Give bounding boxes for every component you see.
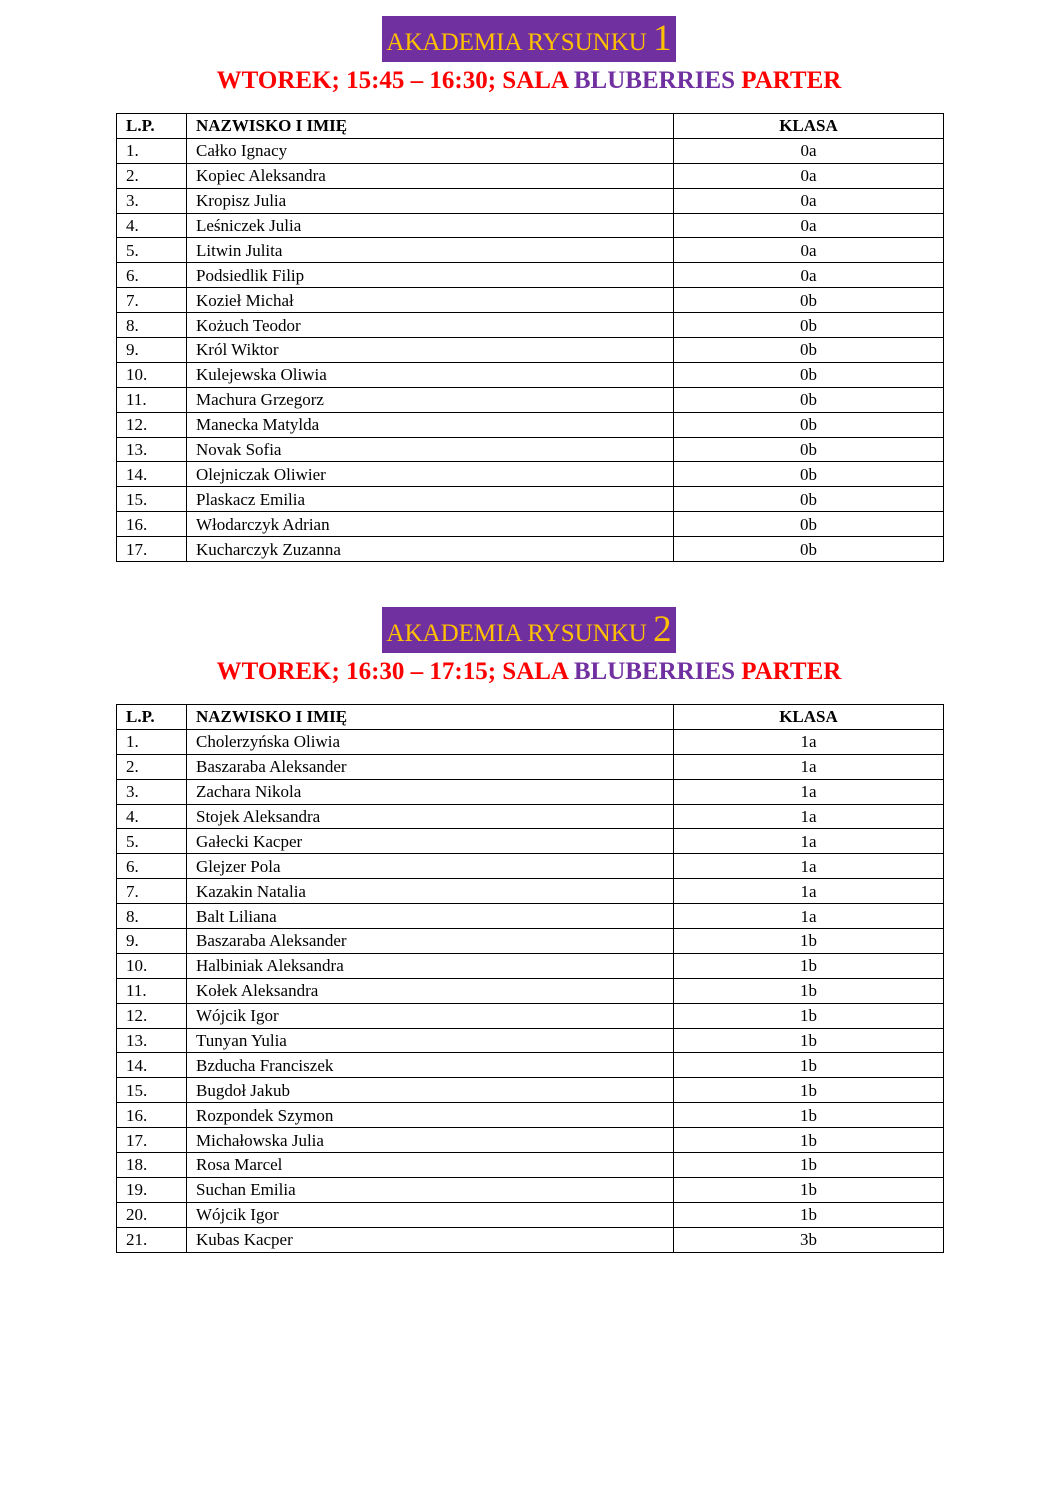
cell-lp: 15. xyxy=(117,487,187,512)
table-row xyxy=(117,138,944,163)
subtitle-room: BLUBERRIES xyxy=(573,67,736,94)
cell-lp: 13. xyxy=(117,437,187,462)
table-body xyxy=(117,729,944,1252)
cell-name: Podsiedlik Filip xyxy=(187,263,674,288)
cell-name: Kazakin Natalia xyxy=(187,879,674,904)
cell-name: Suchan Emilia xyxy=(187,1177,674,1202)
table-row xyxy=(117,1177,944,1202)
table-row xyxy=(117,288,944,313)
cell-lp: 5. xyxy=(117,829,187,854)
cell-name: Olejniczak Oliwier xyxy=(187,462,674,487)
cell-class: 1b xyxy=(674,1053,944,1078)
table-row xyxy=(117,829,944,854)
cell-lp: 10. xyxy=(117,362,187,387)
cell-lp: 11. xyxy=(117,387,187,412)
cell-name: Novak Sofia xyxy=(187,437,674,462)
header-lp: L.P. xyxy=(117,114,187,139)
cell-class: 1a xyxy=(674,729,944,754)
cell-class: 0b xyxy=(674,487,944,512)
cell-name: Plaskacz Emilia xyxy=(187,487,674,512)
cell-name: Litwin Julita xyxy=(187,238,674,263)
cell-lp: 16. xyxy=(117,512,187,537)
cell-lp: 12. xyxy=(117,1003,187,1028)
cell-lp: 9. xyxy=(117,338,187,363)
table-row xyxy=(117,978,944,1003)
section-title-number: 2 xyxy=(653,609,672,650)
cell-class: 1b xyxy=(674,953,944,978)
table-row xyxy=(117,754,944,779)
table-row xyxy=(117,213,944,238)
cell-name: Baszaraba Aleksander xyxy=(187,929,674,954)
table-row xyxy=(117,188,944,213)
cell-class: 1b xyxy=(674,929,944,954)
header-class: KLASA xyxy=(674,114,944,139)
table-row xyxy=(117,953,944,978)
cell-lp: 14. xyxy=(117,462,187,487)
cell-class: 1b xyxy=(674,1153,944,1178)
cell-class: 1b xyxy=(674,1003,944,1028)
section-title-number: 1 xyxy=(653,18,672,59)
cell-name: Michałowska Julia xyxy=(187,1128,674,1153)
cell-lp: 14. xyxy=(117,1053,187,1078)
cell-class: 0b xyxy=(674,338,944,363)
table-row xyxy=(117,238,944,263)
cell-class: 0a xyxy=(674,138,944,163)
cell-name: Kulejewska Oliwia xyxy=(187,362,674,387)
cell-name: Manecka Matylda xyxy=(187,412,674,437)
cell-class: 0b xyxy=(674,313,944,338)
cell-name: Zachara Nikola xyxy=(187,779,674,804)
subtitle-time: WTOREK; 15:45 – 16:30; SALA xyxy=(216,67,568,94)
cell-lp: 9. xyxy=(117,929,187,954)
section-title xyxy=(382,16,675,62)
table-row xyxy=(117,854,944,879)
cell-name: Baszaraba Aleksander xyxy=(187,754,674,779)
section-2 xyxy=(0,607,1058,687)
section-1 xyxy=(0,16,1058,96)
cell-class: 0b xyxy=(674,387,944,412)
cell-lp: 20. xyxy=(117,1202,187,1227)
cell-class: 0a xyxy=(674,188,944,213)
cell-name: Stojek Aleksandra xyxy=(187,804,674,829)
cell-class: 0a xyxy=(674,213,944,238)
cell-name: Całko Ignacy xyxy=(187,138,674,163)
table-row xyxy=(117,929,944,954)
cell-lp: 2. xyxy=(117,163,187,188)
table-row xyxy=(117,1028,944,1053)
section-subtitle xyxy=(0,657,1058,687)
cell-class: 1b xyxy=(674,1028,944,1053)
header-lp: L.P. xyxy=(117,705,187,730)
cell-class: 0a xyxy=(674,163,944,188)
cell-class: 1a xyxy=(674,804,944,829)
cell-name: Halbiniak Aleksandra xyxy=(187,953,674,978)
header-class: KLASA xyxy=(674,705,944,730)
table-row xyxy=(117,412,944,437)
table-row xyxy=(117,512,944,537)
subtitle-floor: PARTER xyxy=(741,67,842,94)
cell-lp: 6. xyxy=(117,263,187,288)
table-row xyxy=(117,879,944,904)
cell-lp: 1. xyxy=(117,729,187,754)
cell-lp: 10. xyxy=(117,953,187,978)
cell-class: 0b xyxy=(674,537,944,562)
cell-name: Wójcik Igor xyxy=(187,1202,674,1227)
attendance-table-2 xyxy=(116,704,944,1253)
table-row xyxy=(117,1053,944,1078)
cell-lp: 5. xyxy=(117,238,187,263)
table-row xyxy=(117,904,944,929)
cell-class: 1b xyxy=(674,1078,944,1103)
header-name: NAZWISKO I IMIĘ xyxy=(187,705,674,730)
cell-class: 0b xyxy=(674,462,944,487)
table-row xyxy=(117,313,944,338)
cell-class: 1a xyxy=(674,779,944,804)
cell-lp: 2. xyxy=(117,754,187,779)
cell-lp: 15. xyxy=(117,1078,187,1103)
section-title-text: AKADEMIA RYSUNKU xyxy=(386,29,647,56)
cell-class: 1b xyxy=(674,978,944,1003)
cell-lp: 16. xyxy=(117,1103,187,1128)
cell-class: 1a xyxy=(674,879,944,904)
cell-class: 1b xyxy=(674,1177,944,1202)
cell-lp: 17. xyxy=(117,1128,187,1153)
section-title xyxy=(382,607,675,653)
cell-class: 0b xyxy=(674,437,944,462)
table-row xyxy=(117,462,944,487)
cell-class: 0b xyxy=(674,288,944,313)
cell-name: Tunyan Yulia xyxy=(187,1028,674,1053)
section-title-wrap xyxy=(0,607,1058,655)
cell-lp: 8. xyxy=(117,313,187,338)
table-header-row xyxy=(117,114,944,139)
cell-class: 0b xyxy=(674,512,944,537)
cell-class: 1b xyxy=(674,1128,944,1153)
subtitle-floor: PARTER xyxy=(741,658,842,685)
cell-name: Król Wiktor xyxy=(187,338,674,363)
section-title-text: AKADEMIA RYSUNKU xyxy=(386,620,647,647)
table-row xyxy=(117,729,944,754)
table-row xyxy=(117,1153,944,1178)
cell-lp: 7. xyxy=(117,879,187,904)
cell-lp: 6. xyxy=(117,854,187,879)
cell-lp: 18. xyxy=(117,1153,187,1178)
cell-name: Gałecki Kacper xyxy=(187,829,674,854)
cell-name: Glejzer Pola xyxy=(187,854,674,879)
cell-lp: 17. xyxy=(117,537,187,562)
cell-class: 1b xyxy=(674,1202,944,1227)
table-header-row xyxy=(117,705,944,730)
section-subtitle xyxy=(0,66,1058,96)
cell-lp: 7. xyxy=(117,288,187,313)
cell-class: 1a xyxy=(674,904,944,929)
table-body xyxy=(117,138,944,561)
table-row xyxy=(117,1078,944,1103)
table-row xyxy=(117,1128,944,1153)
cell-class: 0b xyxy=(674,362,944,387)
cell-name: Kubas Kacper xyxy=(187,1227,674,1252)
cell-name: Włodarczyk Adrian xyxy=(187,512,674,537)
cell-name: Kożuch Teodor xyxy=(187,313,674,338)
table-row xyxy=(117,362,944,387)
table-row xyxy=(117,437,944,462)
cell-name: Rosa Marcel xyxy=(187,1153,674,1178)
cell-name: Cholerzyńska Oliwia xyxy=(187,729,674,754)
cell-name: Bugdoł Jakub xyxy=(187,1078,674,1103)
table-row xyxy=(117,537,944,562)
table-row xyxy=(117,804,944,829)
cell-class: 1b xyxy=(674,1103,944,1128)
table-row xyxy=(117,163,944,188)
cell-class: 1a xyxy=(674,854,944,879)
cell-class: 1a xyxy=(674,829,944,854)
section-title-wrap xyxy=(0,16,1058,64)
cell-class: 0a xyxy=(674,238,944,263)
table-row xyxy=(117,263,944,288)
table-row xyxy=(117,1103,944,1128)
table-row xyxy=(117,1227,944,1252)
cell-name: Wójcik Igor xyxy=(187,1003,674,1028)
cell-name: Machura Grzegorz xyxy=(187,387,674,412)
cell-lp: 4. xyxy=(117,804,187,829)
cell-lp: 3. xyxy=(117,188,187,213)
cell-name: Leśniczek Julia xyxy=(187,213,674,238)
cell-name: Kołek Aleksandra xyxy=(187,978,674,1003)
cell-name: Kropisz Julia xyxy=(187,188,674,213)
table-row xyxy=(117,779,944,804)
cell-lp: 4. xyxy=(117,213,187,238)
cell-name: Rozpondek Szymon xyxy=(187,1103,674,1128)
cell-lp: 12. xyxy=(117,412,187,437)
header-name: NAZWISKO I IMIĘ xyxy=(187,114,674,139)
cell-name: Kucharczyk Zuzanna xyxy=(187,537,674,562)
cell-class: 1a xyxy=(674,754,944,779)
cell-class: 0b xyxy=(674,412,944,437)
cell-lp: 21. xyxy=(117,1227,187,1252)
subtitle-room: BLUBERRIES xyxy=(573,658,736,685)
cell-name: Kozieł Michał xyxy=(187,288,674,313)
cell-lp: 1. xyxy=(117,138,187,163)
cell-lp: 19. xyxy=(117,1177,187,1202)
attendance-table-1 xyxy=(116,113,944,562)
cell-class: 3b xyxy=(674,1227,944,1252)
cell-name: Kopiec Aleksandra xyxy=(187,163,674,188)
table-row xyxy=(117,1003,944,1028)
table-row xyxy=(117,387,944,412)
cell-lp: 3. xyxy=(117,779,187,804)
subtitle-time: WTOREK; 16:30 – 17:15; SALA xyxy=(216,658,568,685)
cell-lp: 11. xyxy=(117,978,187,1003)
table-row xyxy=(117,338,944,363)
cell-name: Bzducha Franciszek xyxy=(187,1053,674,1078)
cell-lp: 8. xyxy=(117,904,187,929)
cell-name: Balt Liliana xyxy=(187,904,674,929)
cell-class: 0a xyxy=(674,263,944,288)
table-row xyxy=(117,1202,944,1227)
table-row xyxy=(117,487,944,512)
cell-lp: 13. xyxy=(117,1028,187,1053)
